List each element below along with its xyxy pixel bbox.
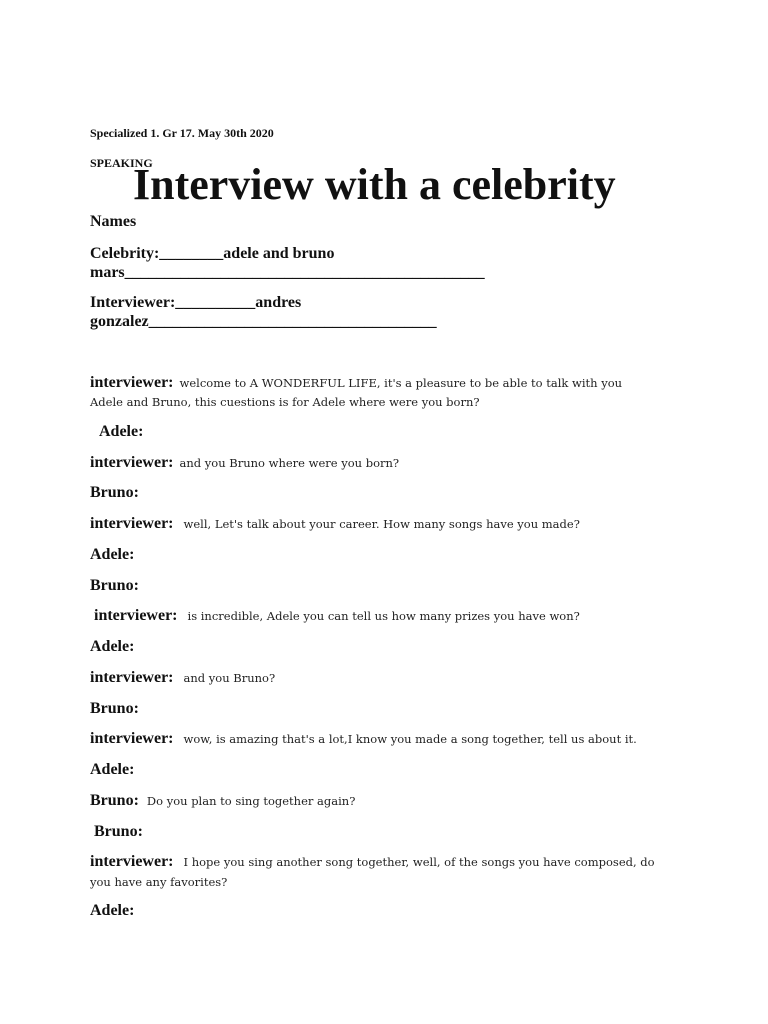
dialogue-text-continued: Adele and Bruno, this cuestions is for Adele where were you born? [90,395,480,409]
dialogue-text: wow, is amazing that's a lot,I know you made a song together, tell us about it. [183,732,637,746]
dialogue-line [90,853,655,871]
dialogue-text: Do you plan to sing together again? [146,794,356,808]
dialogue-text: welcome to A WONDERFUL LIFE, it's a pleasure to be able to talk with you [179,376,623,390]
dialogue-text: I hope you sing another song together, well, of the songs you have composed, do [183,855,655,869]
dialogue-text: and you Bruno? [183,671,276,685]
dialogue-line [90,546,140,564]
dialogue-line [90,484,145,502]
dialogue-text: is incredible, Adele you can tell us how many prizes you have won? [187,609,580,623]
speaker-label: Bruno: [90,792,139,809]
dialogue-line [90,577,145,595]
section-label: SPEAKING [90,156,153,170]
speaker-label: Adele: [90,638,135,655]
dialogue-line [94,607,580,625]
speaker-label: interviewer: [90,730,174,747]
speaker-label: Bruno: [90,700,139,717]
speaker-label: Adele: [90,902,135,919]
interviewer-line: Interviewer:__________andres [90,294,302,311]
speaker-label: interviewer: [90,853,174,870]
names-label: Names [90,213,137,230]
speaker-label: Bruno: [90,484,139,501]
speaker-label: Adele: [90,761,135,778]
dialogue-line [90,515,580,533]
dialogue-line [90,761,140,779]
dialogue-line [90,374,622,392]
dialogue-line [90,454,399,472]
dialogue-line [90,902,140,920]
celebrity-line: Celebrity:________adele and bruno [90,245,335,262]
dialogue-line [90,638,140,656]
celebrity-line-continued: mars_____________________________________________ [90,264,485,281]
dialogue-line [94,823,149,841]
dialogue-text-continued: you have any favorites? [90,875,228,889]
speaker-label: Adele: [90,546,135,563]
speaker-label: interviewer: [90,454,174,471]
dialogue-text: well, Let's talk about your career. How many songs have you made? [183,517,580,531]
speaker-label: interviewer: [90,669,174,686]
dialogue-line [90,700,145,718]
interviewer-line-continued: gonzalez____________________________________ [90,313,437,330]
speaker-label: Bruno: [90,577,139,594]
document-header: Specialized 1. Gr 17. May 30th 2020 [90,126,274,140]
dialogue-line [90,669,275,687]
dialogue-text: and you Bruno where were you born? [179,456,400,470]
speaker-label: interviewer: [90,515,174,532]
speaker-label: interviewer: [94,607,178,624]
dialogue-line [99,423,149,441]
speaker-label: Adele: [99,423,144,440]
speaker-label: interviewer: [90,374,174,391]
dialogue-line [90,792,355,810]
page-title: Interview with a celebrity [133,160,616,209]
speaker-label: Bruno: [94,823,143,840]
dialogue-line [90,730,637,748]
